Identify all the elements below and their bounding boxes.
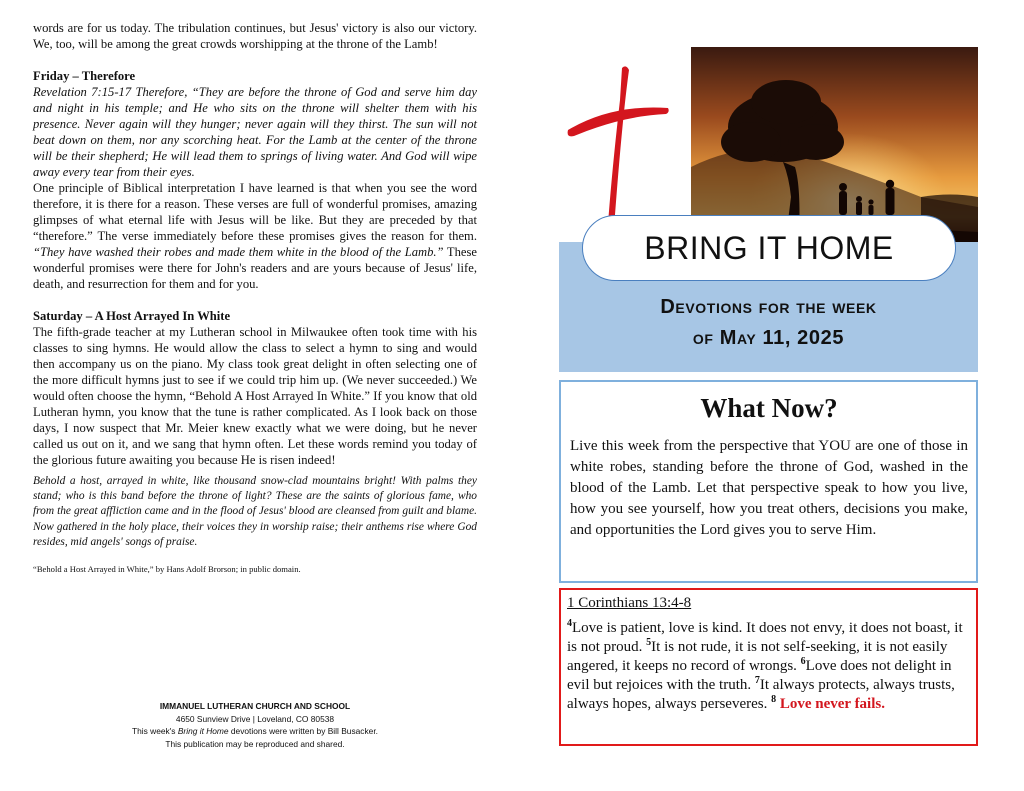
friday-body-quote: “They have washed their robes and made them white in the blood of the Lamb.” [33,245,444,259]
verse-text-highlight: Love never fails. [779,696,885,712]
saturday-body: The fifth-grade teacher at my Lutheran school in Milwaukee often took time with his classes to sing hymns. He would allow the class to select a hymn to sing and would then accompany us on the piano. My class took great delight in often selecting one of the more difficult hymns just to see if we could trip him up. (We never succeeded.) We would often choose the hymn, “Behold A Host Arrayed In White.” If you know that old Lutheran hymn, you know that the tune is rather complicated. As I look back on those days, I now suspect that Mr. Meier knew exactly what we were doing, but he never called us out on it, and we sang that hymn often. Let these words remind you today of the glorious future awaiting you because He is risen indeed! [33,325,477,467]
verse-number: 7 [754,675,760,686]
reproduction-note: This publication may be reproduced and shared. [165,738,345,749]
friday-body-text-2: These wonderful promises were there for John's readers and are yours because of Jesus' life, death, and resurrection for them and for you. [33,245,478,291]
verse-text: It is not rude, it is not self-seeking, it is not easily angered, it keeps no record of wrongs. [567,639,948,674]
what-now-heading: What Now? [700,393,838,423]
cover-subtitle-line1: Devotions for the week [660,296,877,318]
author-credit-post: devotions were written by Bill Busacker. [228,726,378,736]
left-page [33,20,477,575]
cover-subtitle [559,292,978,354]
verse-text: Love does not delight in evil but rejoices with the truth. [567,658,952,693]
scripture-reference: 1 Corinthians 13:4-8 [567,595,692,611]
friday-body-text-1: One principle of Biblical interpretation I have learned is that when you see the word therefore, it is there for a reason. These verses are full of wonderful promises, amazing glimpses of what eternal life with Jesus will be like. But they are preceded by that “therefore.” The verse immediately before these promises gives the reason for them. [33,181,477,243]
corinthians-box [559,588,978,746]
verse-text: It always protects, always trusts, always hopes, always perseveres. [567,677,955,712]
verse-number: 6 [800,656,806,667]
friday-scripture: Revelation 7:15-17 Therefore, “They are before the throne of God and serve him day and night in his temple; and He who sits on the throne will shelter them with his presence. Never again will they hunger; never again will they thirst. The sun will not beat down on them, nor any scorching heat. For the Lamb at the center of the throne will be their shepherd; He will lead them to springs of living water. And God will wipe away every tear from their eyes. [33,85,477,179]
what-now-box [559,380,978,583]
church-address: 4650 Sunview Drive | Loveland, CO 80538 [175,713,335,724]
verse-number: 8 [771,694,777,705]
hymn-credit: “Behold a Host Arrayed in White,” by Hans Adolf Brorson; in public domain. [33,564,301,575]
cover-subtitle-line2: of May 11, 2025 [692,327,845,349]
friday-body [33,180,477,292]
hymn-text: Behold a host, arrayed in white, like thousand snow-clad mountains bright! With palms they stand; who is this band before the throne of light? These are the saints of glorious fame, who from the great affliction came and in the flood of Jesus' blood are cleansed from guilt and blame. Now gathered in the holy place, their voices they in worship raise; their anthems rise where God resides, mid angels' songs of praise. [33,475,477,548]
church-name: IMMANUEL LUTHERAN CHURCH AND SCHOOL [159,701,351,711]
publication-footer [33,700,477,750]
red-cross-icon [562,60,672,230]
author-credit-pre: This week's [132,726,178,736]
verse-number: 5 [646,637,652,648]
cover-title: BRING IT HOME [582,215,956,281]
saturday-heading: Saturday – A Host Arrayed In White [33,309,231,323]
friday-heading: Friday – Therefore [33,69,136,83]
verse-number: 4 [567,618,572,629]
author-credit [33,725,477,738]
scripture-passage [567,619,968,714]
verse-text: Love is patient, love is kind. It does not envy, it does not boast, it is not proud. [567,620,963,655]
what-now-body: Live this week from the perspective that YOU are one of those in white robes, standing before the throne of God, washed in the blood of the Lamb. Let that perspective speak to how you live, how you see yourself, how you treat others, decisions you make, and opportunities the Lord gives you to serve Him. [570,438,968,538]
author-credit-title: Bring it Home [177,726,229,736]
intro-paragraph: words are for us today. The tribulation continues, but Jesus' victory is also our victory. We, too, will be among the great crowds worshipping at the throne of the Lamb! [33,21,477,51]
